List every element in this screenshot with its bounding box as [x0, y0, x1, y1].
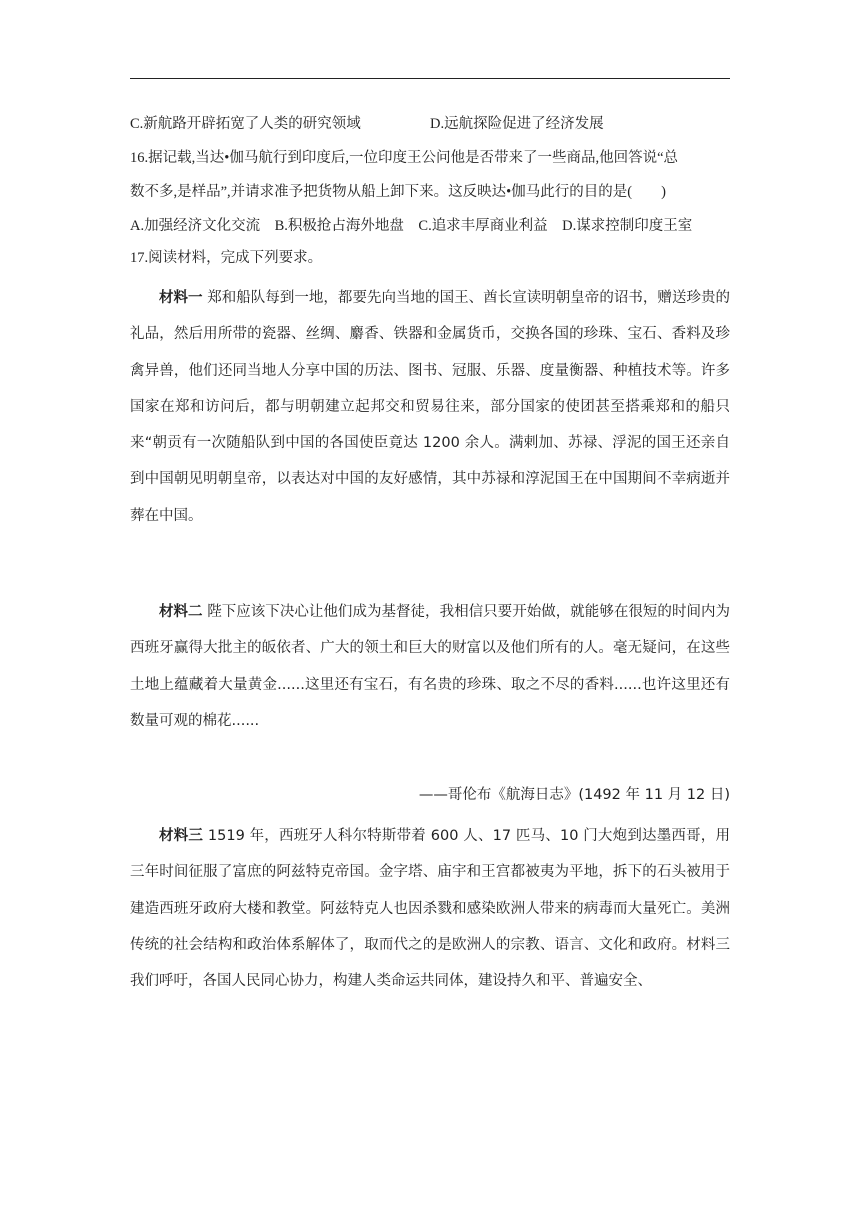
material-3-text: 1519 年，西班牙人科尔特斯带着 600 人、17 匹马、10 门大炮到达墨西哥，用三年时间征服了富庶的阿兹特克帝国。金字塔、庙宇和王宫都被夷为平地，拆下的石头被用于建造西班牙政府大楼和教堂。阿兹特克人也因杀戮和感染欧洲人带来的病毒而大量死亡。美洲传统的社会结构和政治体系解体了，取而代之的是欧洲人的宗教、语言、文化和政府。材料三我们呼吁，各国人民同心协力，构建人类命运共同体，建设持久和平、普遍安全、 [130, 828, 731, 990]
q16-stem-line2: 数不多,是样品”,并请求准予把货物从船上卸下来。这反映达•伽马此行的目的是( ) [130, 184, 666, 200]
q17-stem: 17.阅读材料，完成下列要求。 [130, 250, 323, 266]
q15-option-d: D.远航探险促进了经济发展 [430, 116, 604, 132]
material-3 [130, 818, 730, 999]
material-1-label: 材料一 [159, 290, 203, 306]
header-rule [130, 78, 730, 79]
material-2 [130, 594, 730, 739]
q16-stem-line1: 16.据记载,当达•伽马航行到印度后,一位印度王公问他是否带来了一些商品,他回答说“总 [130, 150, 679, 166]
q16-options: A.加强经济文化交流 B.积极抢占海外地盘 C.追求丰厚商业利益 D.谋求控制印度王室 [130, 218, 693, 234]
material-2-text: 陛下应该下决心让他们成为基督徒，我相信只要开始做，就能够在很短的时间内为西班牙赢得大批主的皈依者、广大的领土和巨大的财富以及他们所有的人。毫无疑问，在这些土地上蕴藏着大量黄金......这里还有宝石，有名贵的珍珠、取之不尽的香料......也许这里还有数量可观的棉花...... [130, 604, 731, 729]
material-1-text: 郑和船队每到一地，都要先向当地的国王、酋长宣读明朝皇帝的诏书，赠送珍贵的礼品，然后用所带的瓷器、丝绸、麝香、铁器和金属货币，交换各国的珍珠、宝石、香料及珍禽异兽，他们还同当地人分享中国的历法、图书、冠服、乐器、度量衡器、种植技术等。许多国家在郑和访问后，都与明朝建立起邦交和贸易往来，部分国家的使团甚至搭乘郑和的船只来“朝贡有一次随船队到中国的各国使臣竟达 1200 余人。满剌加、苏禄、浮泥的国王还亲自到中国朝见明朝皇帝，以表达对中国的友好感情，其中苏禄和淳泥国王在中国期间不幸病逝并葬在中国。 [130, 290, 731, 524]
material-3-label: 材料三 [159, 828, 204, 844]
material-2-source: ——哥伦布《航海日志》(1492 年 11 月 12 日) [418, 787, 730, 803]
q15-option-c: C.新航路开辟拓宽了人类的研究领域 [130, 116, 361, 132]
material-2-label: 材料二 [159, 604, 203, 620]
material-1 [130, 280, 730, 534]
